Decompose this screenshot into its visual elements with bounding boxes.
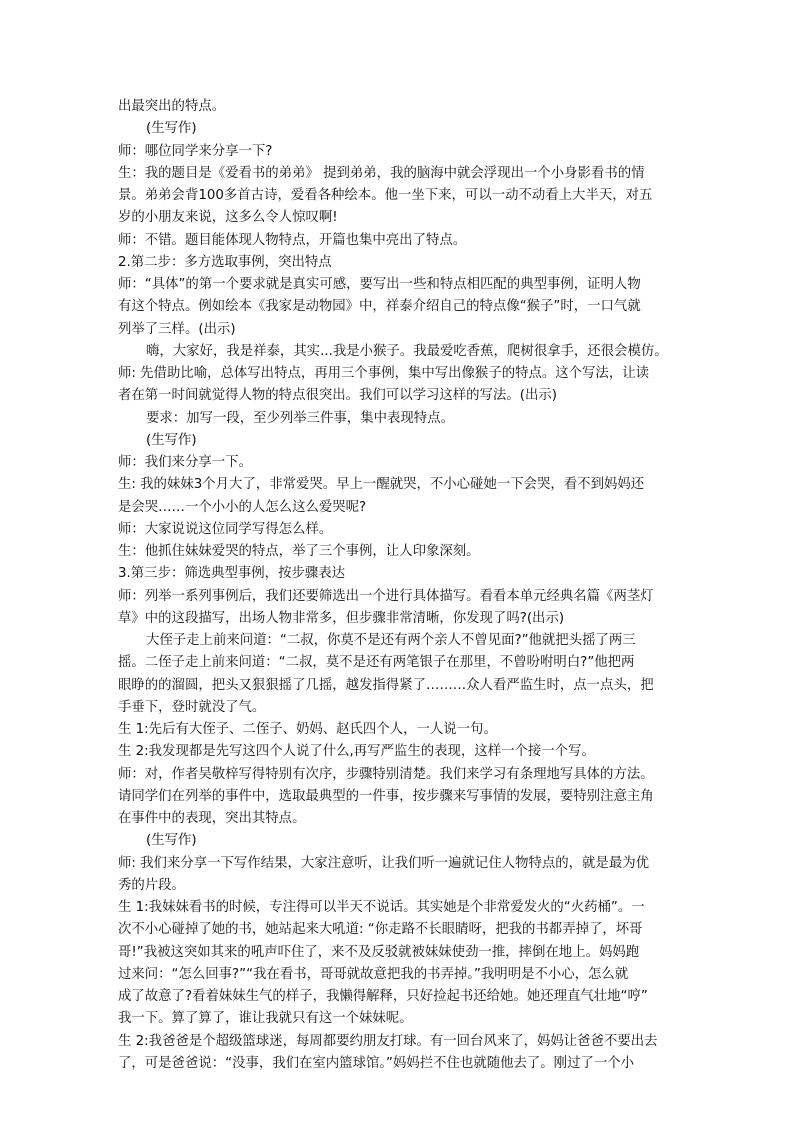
- text-line: 景。弟弟会背100多首古诗，爱看各种绘本。他一坐下来，可以一动不动看上大半天，对五: [118, 188, 653, 203]
- text-line: 师：我们来分享一下。: [118, 455, 252, 470]
- text-line: 有这个特点。例如绘本《我家是动物园》中，祥泰介绍自己的特点像“猴子”时，一口气就: [118, 299, 641, 315]
- text-line: 生 2:我发现都是先写这四个人说了什么,再写严监生的表现，这样一个接一个写。: [118, 744, 595, 760]
- text-line: 师：大家说说这位同学写得怎么样。: [118, 521, 333, 537]
- text-line: 嗨，大家好，我是祥泰，其实...我是小猴子。我最爱吃香蕉，爬树很拿手，还很会模仿。: [146, 343, 668, 359]
- text-line: (生写作): [146, 833, 197, 849]
- text-line: 了，可是爸爸说：“没事，我们在室内篮球馆。”妈妈拦不住也就随他去了。刚过了一个小: [118, 1055, 635, 1071]
- text-line: 师：“具体”的第一个要求就是真实可感，要写出一些和特点相匹配的典型事例，证明人物: [118, 277, 641, 292]
- text-line: 手垂下，登时就没了气。: [118, 699, 266, 715]
- text-line: 生：我的题目是《爱看书的弟弟》 提到弟弟，我的脑海中就会浮现出一个小身影看书的情: [118, 165, 645, 181]
- text-line: 师：哪位同学来分享一下?: [118, 143, 273, 159]
- text-line: 我一下。算了算了，谁让我就只有这一个妹妹呢。: [118, 1011, 413, 1027]
- text-line: 摇。二侄子走上前来问道：“二叔，莫不是还有两笔银子在那里，不曾吩咐明白?”他把两: [118, 655, 635, 671]
- text-line: 列举了三样。(出示): [118, 321, 236, 337]
- text-line: 3.第三步：筛选典型事例，按步骤表达: [118, 566, 346, 582]
- text-line: 眼睁的的溜圆，把头又狠狠摇了几摇，越发指得紧了………众人看严监生时，点一点头，把: [118, 677, 654, 693]
- text-line: 师: 我们来分享一下写作结果，大家注意听，让我们听一遍就记住人物特点的，就是最为优: [118, 855, 649, 871]
- text-line: 者在第一时间就觉得人物的特点很突出。我们可以学习这样的写法。(出示): [118, 388, 557, 404]
- text-line: 师：对，作者吴敬梓写得特别有次序，步骤特别清楚。我们来学习有条理地写具体的方法。: [118, 766, 654, 782]
- text-line: 师: 先借助比喻，总体写出特点，再用三个事例，集中写出像猴子的特点。这个写法，让读: [118, 366, 649, 381]
- text-line: 请同学们在列举的事件中，选取最典型的一件事，按步骤来写事情的发展，要特别注意主角: [118, 788, 654, 804]
- text-line: 成了故意了?看着妹妹生气的样子，我懒得解释，只好捡起书还给她。她还理直气壮地“哼”: [118, 989, 648, 1004]
- text-line: 师：不错。题目能体现人物特点，开篇也集中亮出了特点。: [118, 232, 467, 248]
- text-line: 次不小心碰掉了她的书，她站起来大吼道: “你走路不长眼睛呀，把我的书都弄掉了，坏哥: [118, 922, 643, 938]
- text-line: 生：他抓住妹妹爱哭的特点，举了三个事例，让人印象深刻。: [118, 544, 480, 559]
- text-line: (生写作): [146, 121, 197, 137]
- document-page: [118, 96, 680, 1075]
- text-line: 岁的小朋友来说，这多么令人惊叹啊!: [118, 210, 338, 226]
- text-line: 大侄子走上前来问道：“二叔，你莫不是还有两个亲人不曾见面?”他就把头摇了两三: [146, 633, 636, 648]
- text-line: 生: 我的妹妹3个月大了，非常爱哭。早上一醒就哭，不小心碰她一下会哭，看不到妈妈还: [118, 477, 645, 493]
- text-line: 2.第二步：多方选取事例，突出特点: [118, 254, 332, 270]
- text-line: 是会哭……一个小小的人怎么这么爱哭呢?: [118, 499, 367, 515]
- text-line: 草》中的这段描写，出场人物非常多，但步骤非常清晰，你发现了吗?(出示): [118, 610, 565, 626]
- text-line: 生 2:我爸爸是个超级篮球迷，每周都要约朋友打球。有一回台风来了，妈妈让爸爸不要出去: [118, 1033, 658, 1049]
- text-line: 秀的片段。: [118, 877, 185, 893]
- text-line: 生 1:先后有大侄子、二侄子、奶妈、赵氏四个人，一人说一句。: [118, 722, 497, 737]
- text-line: 要求：加写一段，至少列举三件事，集中表现特点。: [146, 410, 454, 426]
- text-line: (生写作): [146, 432, 197, 448]
- text-line: 出最突出的特点。: [118, 99, 226, 114]
- text-line: 在事件中的表现，突出其特点。: [118, 811, 306, 826]
- text-line: 生 1:我妹妹看书的时候，专注得可以半天不说话。其实她是个非常爱发火的“火药桶”。一: [118, 900, 645, 915]
- text-line: 哥!”我被这突如其来的吼声吓住了，来不及反驳就被妹妹使劲一推，摔倒在地上。妈妈跑: [118, 944, 640, 960]
- text-line: 过来问：“怎么回事?”“我在看书，哥哥就故意把我的书弄掉。”我明明是不小心，怎么就: [118, 966, 629, 982]
- text-line: 师：列举一系列事例后，我们还要筛选出一个进行具体描写。看看本单元经典名篇《两茎灯: [118, 588, 654, 604]
